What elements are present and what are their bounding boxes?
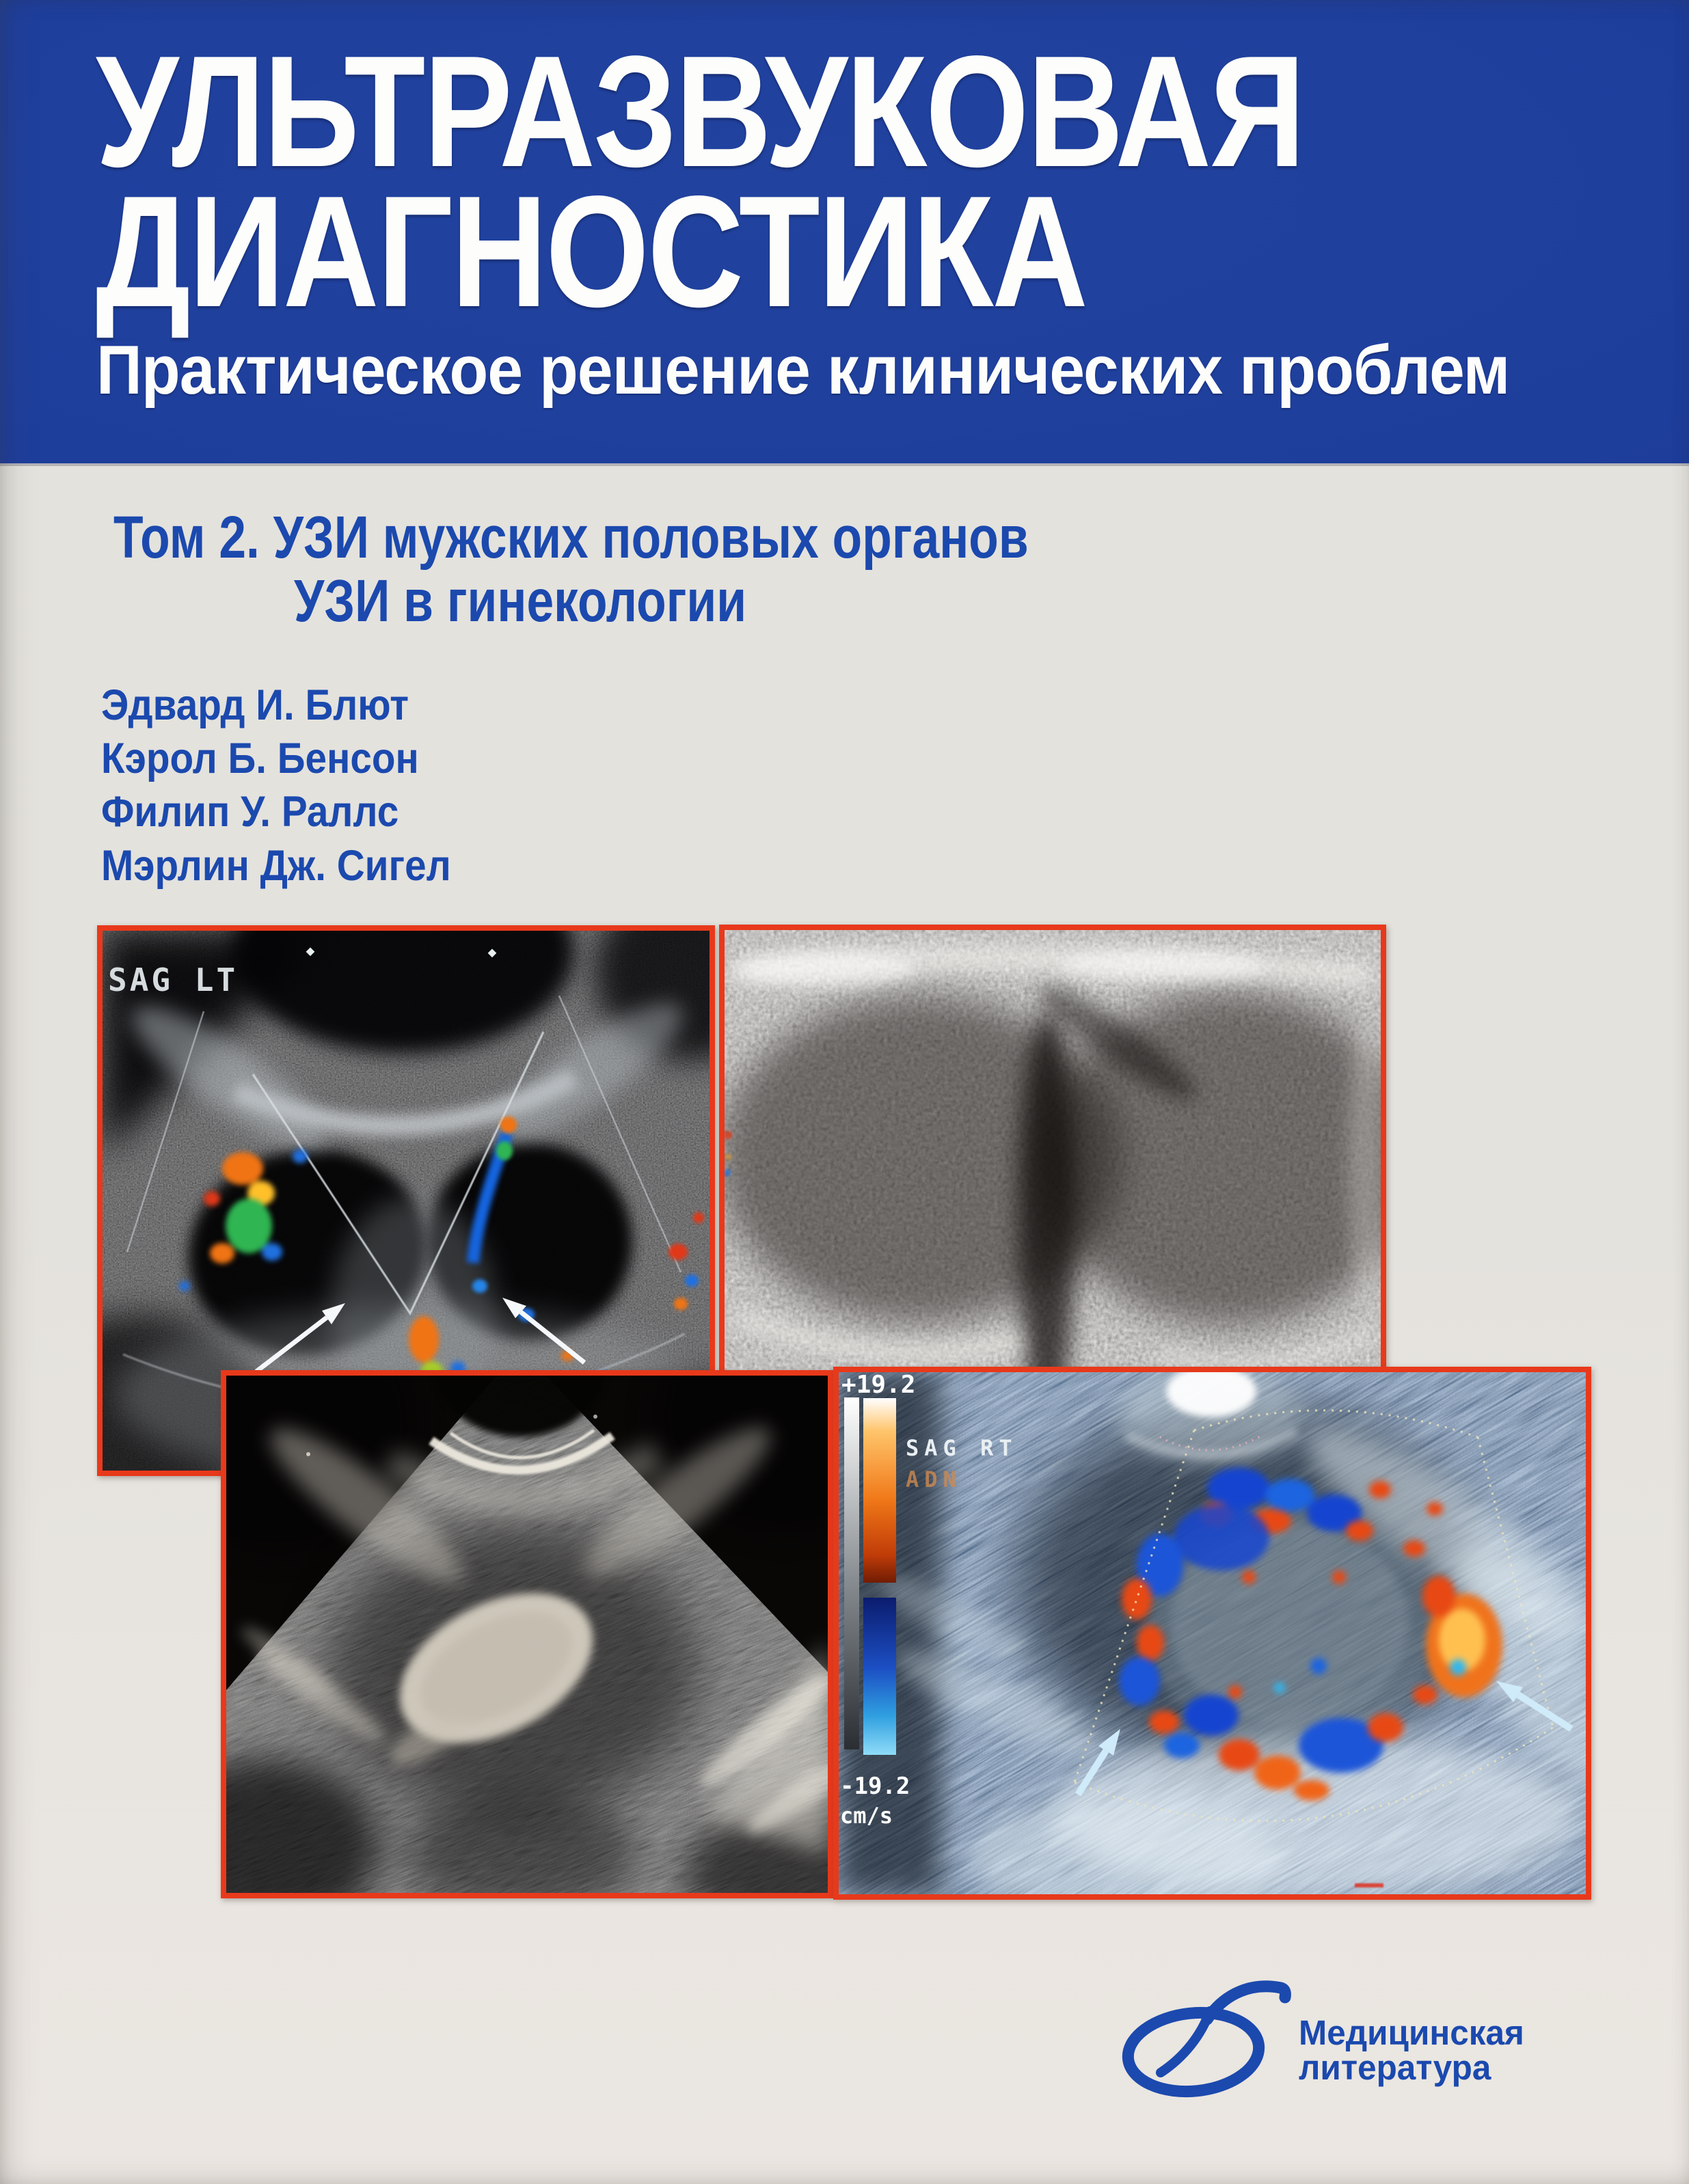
velocity-max-label: +19.2 <box>841 1372 916 1399</box>
positive-velocity-bar <box>863 1398 896 1583</box>
volume-line1: Том 2. УЗИ мужских половых органов <box>113 504 1029 571</box>
grayscale-reference-bar <box>844 1397 859 1749</box>
author-3: Филип У. Раллс <box>101 788 399 836</box>
scrotum-image <box>725 930 1381 1371</box>
velocity-unit-label: cm/s <box>840 1803 893 1829</box>
scan-label-sag-rt: SAG RT <box>906 1435 1018 1461</box>
title-banner <box>0 0 1689 463</box>
ultrasound-scan-uterus <box>221 1370 833 1898</box>
scan-label-sag-lt: SAG LT <box>108 961 239 998</box>
sag-rt-image <box>839 1372 1586 1894</box>
publisher-name-line1: Медицинская <box>1299 2013 1524 2052</box>
negative-velocity-bar <box>863 1598 896 1755</box>
volume-line2: УЗИ в гинекологии <box>294 568 747 634</box>
author-1: Эдвард И. Блют <box>101 681 409 729</box>
author-2: Кэрол Б. Бенсон <box>101 735 419 782</box>
ultrasound-scan-sag-rt <box>833 1367 1591 1900</box>
book-subtitle: Практическое решение клинических проблем <box>96 332 1510 409</box>
uterus-image <box>226 1376 828 1893</box>
publisher-logo <box>1113 1971 1297 2115</box>
velocity-min-label: -19.2 <box>840 1773 910 1800</box>
ultrasound-scan-scrotum <box>719 925 1386 1377</box>
scan-label-adn: ADN <box>906 1466 962 1492</box>
publisher-name-line2: литература <box>1299 2048 1491 2087</box>
book-title-line1: УЛЬТРАЗВУКОВАЯ <box>96 23 1304 200</box>
author-4: Мэрлин Дж. Сигел <box>101 842 451 890</box>
book-title-line2: ДИАГНОСТИКА <box>96 163 1087 340</box>
